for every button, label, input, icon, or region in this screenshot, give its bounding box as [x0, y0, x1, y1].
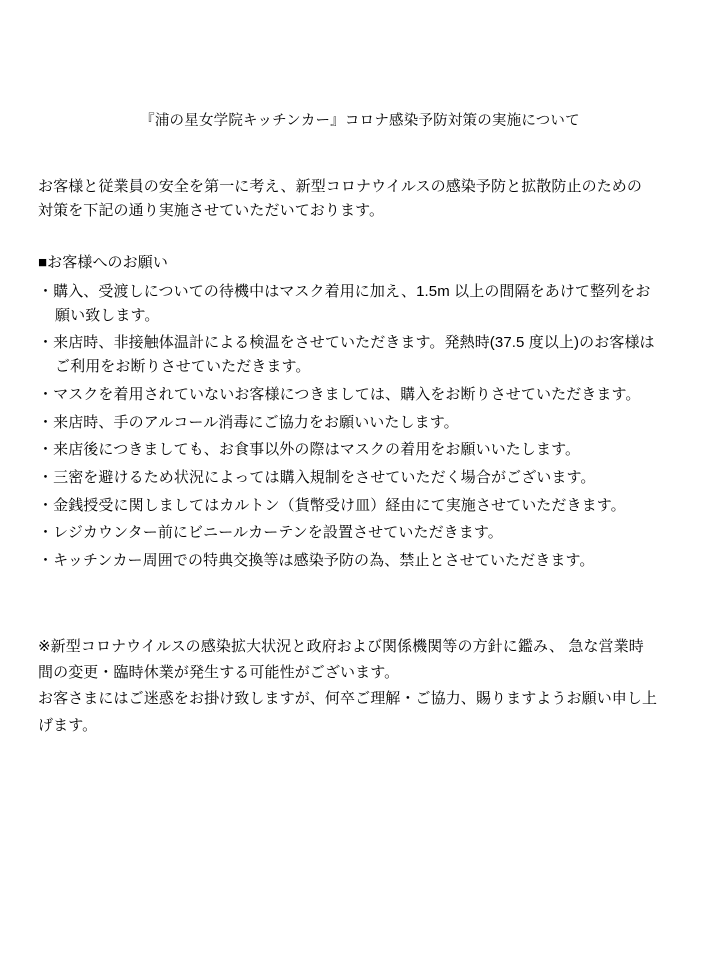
- intro-line-1: お客様と従業員の安全を第一に考え、新型コロナウイルスの感染予防と拡散防止のための: [38, 177, 643, 195]
- intro-line-2: 対策を下記の通り実施させていただいております。: [38, 201, 385, 219]
- list-item-line-2: 願い致します。: [55, 306, 160, 324]
- list-item-line-1: ・金銭授受に関しましてはカルトン（貨幣受け皿）経由にて実施させていただきます。: [38, 496, 626, 514]
- list-item: [38, 549, 682, 573]
- footnote-line-1: ※新型コロナウイルスの感染拡大状況と政府および関係機関等の方針に鑑み、 急な営業時: [38, 637, 644, 655]
- footnote-line-2: 間の変更・臨時休業が発生する可能性がございます。: [38, 663, 400, 681]
- footnote-line-4: げます。: [38, 716, 98, 734]
- intro-paragraph: [38, 175, 682, 224]
- list-item-line-1: ・レジカウンター前にビニールカーテンを設置させていただきます。: [38, 524, 503, 542]
- list-item: [38, 494, 682, 518]
- list-item: [38, 280, 682, 327]
- list-item-line-1: ・三密を避けるため状況によっては購入規制をさせていただく場合がございます。: [38, 468, 596, 486]
- list-item: [38, 438, 682, 462]
- footnote-line-3: お客さまにはご迷惑をお掛け致しますが、何卒ご理解・ご協力、賜りますようお願い申し上: [38, 690, 658, 708]
- request-bullet-list: [38, 280, 682, 573]
- list-item-line-1: ・キッチンカー周囲での特典交換等は感染予防の為、禁止とさせていただきます。: [38, 551, 595, 569]
- list-item-line-1: ・来店後につきましても、お食事以外の際はマスクの着用をお願いいたします。: [38, 441, 581, 459]
- list-item-line-1: ・マスクを着用されていないお客様につきましては、購入をお断りさせていただきます。: [38, 385, 641, 403]
- list-item: [38, 411, 682, 435]
- list-item-line-1: ・来店時、非接触体温計による検温をさせていただきます。発熱時(37.5 度以上)のお客様は: [38, 334, 655, 352]
- section-heading-request: ■お客様へのお願い: [38, 254, 168, 272]
- list-item-line-1: ・購入、受渡しについての待機中はマスク着用に加え、1.5m 以上の間隔をあけて整列をお: [38, 283, 651, 301]
- footnote-paragraph: [38, 635, 682, 738]
- list-item: [38, 521, 682, 545]
- list-item-line-2: ご利用をお断りさせていただきます。: [55, 358, 311, 376]
- document-page: [0, 114, 720, 960]
- list-item: [38, 331, 682, 378]
- list-item: [38, 466, 682, 490]
- page-title: 『浦の星女学院キッチンカー』コロナ感染予防対策の実施について: [140, 113, 580, 129]
- list-item-line-1: ・来店時、手のアルコール消毒にご協力をお願いいたします。: [38, 413, 459, 431]
- list-item: [38, 383, 682, 407]
